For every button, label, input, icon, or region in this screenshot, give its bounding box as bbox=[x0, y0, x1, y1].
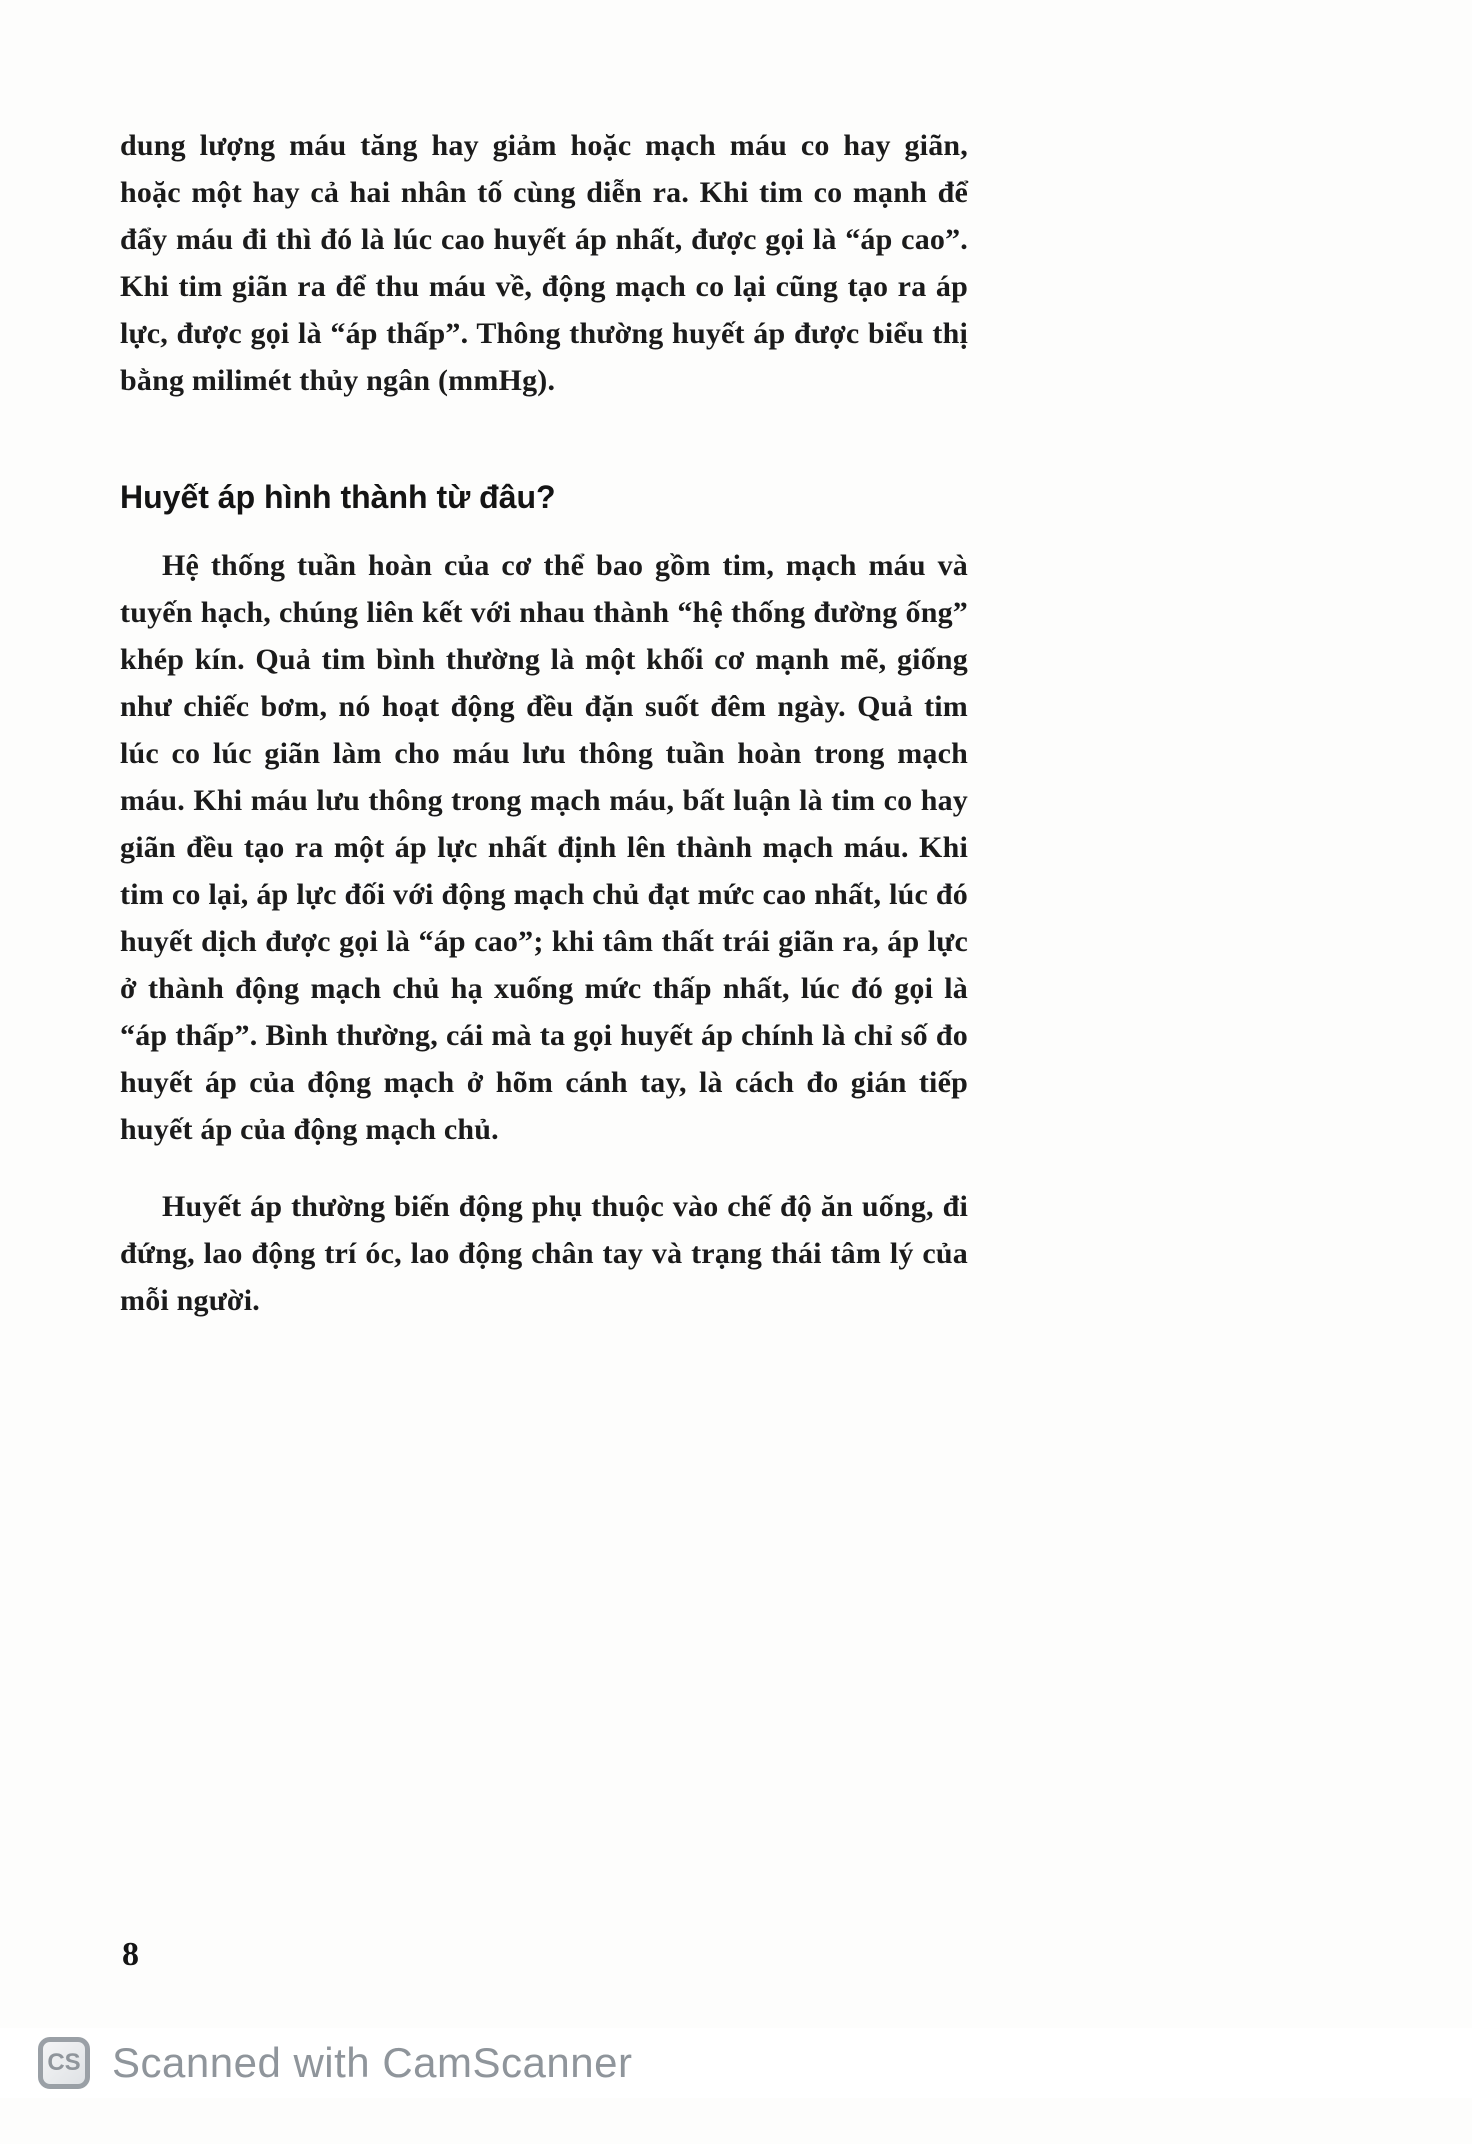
paragraph-body: Hệ thống tuần hoàn của cơ thể bao gồm tim, mạch máu và tuyến hạch, chúng liên kết với nhau thành “hệ thống đường ống” khép kín. Quả tim bình thường là một khối cơ mạnh mẽ, giống như chiếc bơm, nó hoạt động đều đặn suốt đêm ngày. Quả tim lúc co lúc giãn làm cho máu lưu thông tuần hoàn trong mạch máu. Khi máu lưu thông trong mạch máu, bất luận là tim co hay giãn đều tạo ra một áp lực nhất định lên thành mạch máu. Khi tim co lại, áp lực đối với động mạch chủ đạt mức cao nhất, lúc đó huyết dịch được gọi là “áp cao”; khi tâm thất trái giãn ra, áp lực ở thành động mạch chủ hạ xuống mức thấp nhất, lúc đó gọi là “áp thấp”. Bình thường, cái mà ta gọi huyết áp chính là chỉ số đo huyết áp của động mạch ở hõm cánh tay, là cách đo gián tiếp huyết áp của động mạch chủ. bbox=[120, 549, 968, 1146]
paragraph-continuation: dung lượng máu tăng hay giảm hoặc mạch máu co hay giãn, hoặc một hay cả hai nhân tố cùng diễn ra. Khi tim co mạnh để đẩy máu đi thì đó là lúc cao huyết áp nhất, được gọi là “áp cao”. Khi tim giãn ra để thu máu về, động mạch co lại cũng tạo ra áp lực, được gọi là “áp thấp”. Thông thường huyết áp được biểu thị bằng milimét thủy ngân (mmHg). bbox=[120, 129, 968, 397]
paragraph-body: Huyết áp thường biến động phụ thuộc vào chế độ ăn uống, đi đứng, lao động trí óc, lao động chân tay và trạng thái tâm lý của mỗi người. bbox=[120, 1190, 968, 1317]
camscanner-watermark bbox=[0, 2028, 1472, 2098]
camscanner-logo-icon: CS bbox=[38, 2037, 90, 2089]
page-number: 8 bbox=[122, 1936, 139, 1973]
section-heading: Huyết áp hình thành từ đâu? bbox=[120, 479, 556, 515]
page-text-block bbox=[120, 122, 968, 1324]
camscanner-watermark-text: Scanned with CamScanner bbox=[112, 2039, 633, 2086]
